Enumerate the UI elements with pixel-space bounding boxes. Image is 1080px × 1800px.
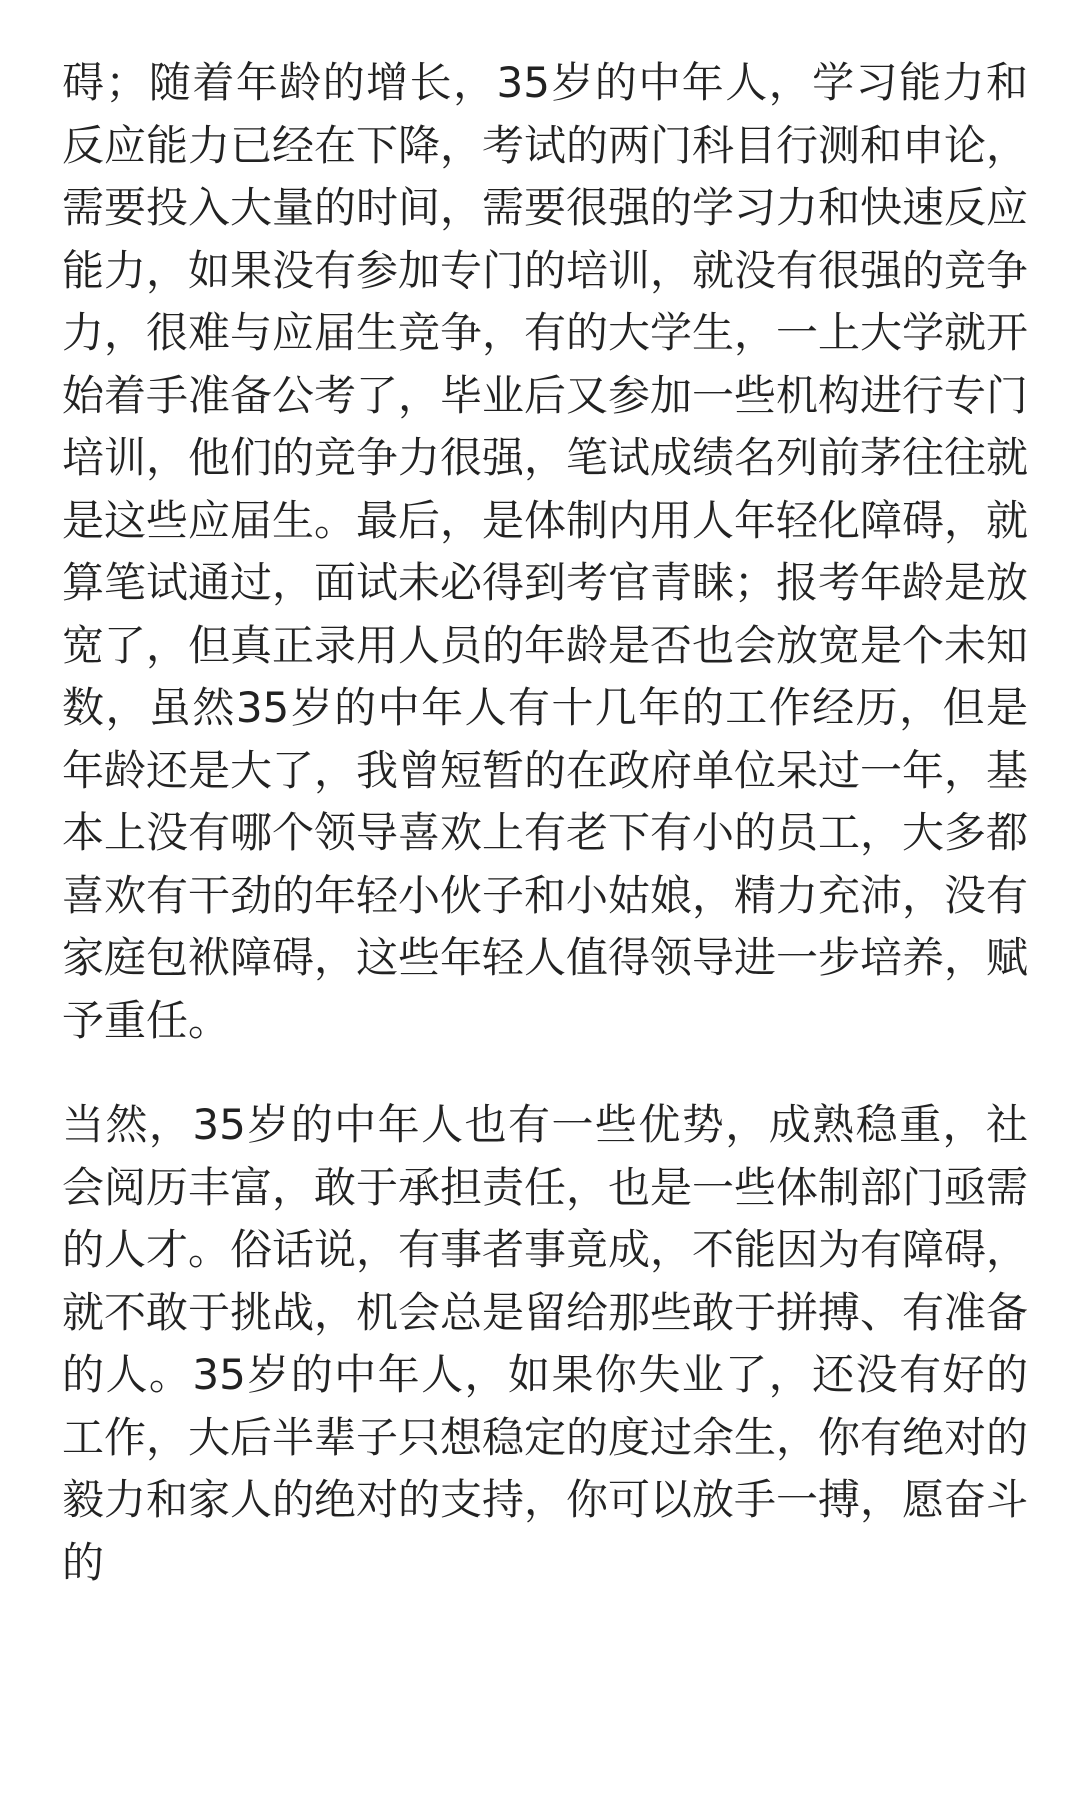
article-body: [62, 52, 1028, 1594]
article-paragraph: 当然，35岁的中年人也有一些优势，成熟稳重，社会阅历丰富，敢于承担责任，也是一些体制部门亟需的人才。俗话说，有事者事竟成，不能因为有障碍，就不敢于挑战，机会总是留给那些敢于拼搏、有准备的人。35岁的中年人，如果你失业了，还没有好的工作，大后半辈子只想稳定的度过余生，你有绝对的毅力和家人的绝对的支持，你可以放手一搏，愿奋斗的: [62, 1100, 1029, 1587]
article-paragraph: 碍；随着年龄的增长，35岁的中年人，学习能力和反应能力已经在下降，考试的两门科目行测和申论，需要投入大量的时间，需要很强的学习力和快速反应能力，如果没有参加专门的培训，就没有很强的竞争力，很难与应届生竞争，有的大学生，一上大学就开始着手准备公考了，毕业后又参加一些机构进行专门培训，他们的竞争力很强，笔试成绩名列前茅往往就是这些应届生。最后，是体制内用人年轻化障碍，就算笔试通过，面试未必得到考官青睐；报考年龄是放宽了，但真正录用人员的年龄是否也会放宽是个未知数，虽然35岁的中年人有十几年的工作经历，但是年龄还是大了，我曾短暂的在政府单位呆过一年，基本上没有哪个领导喜欢上有老下有小的员工，大多都喜欢有干劲的年轻小伙子和小姑娘，精力充沛，没有家庭包袱障碍，这些年轻人值得领导进一步培养，赋予重任。: [62, 58, 1029, 1045]
